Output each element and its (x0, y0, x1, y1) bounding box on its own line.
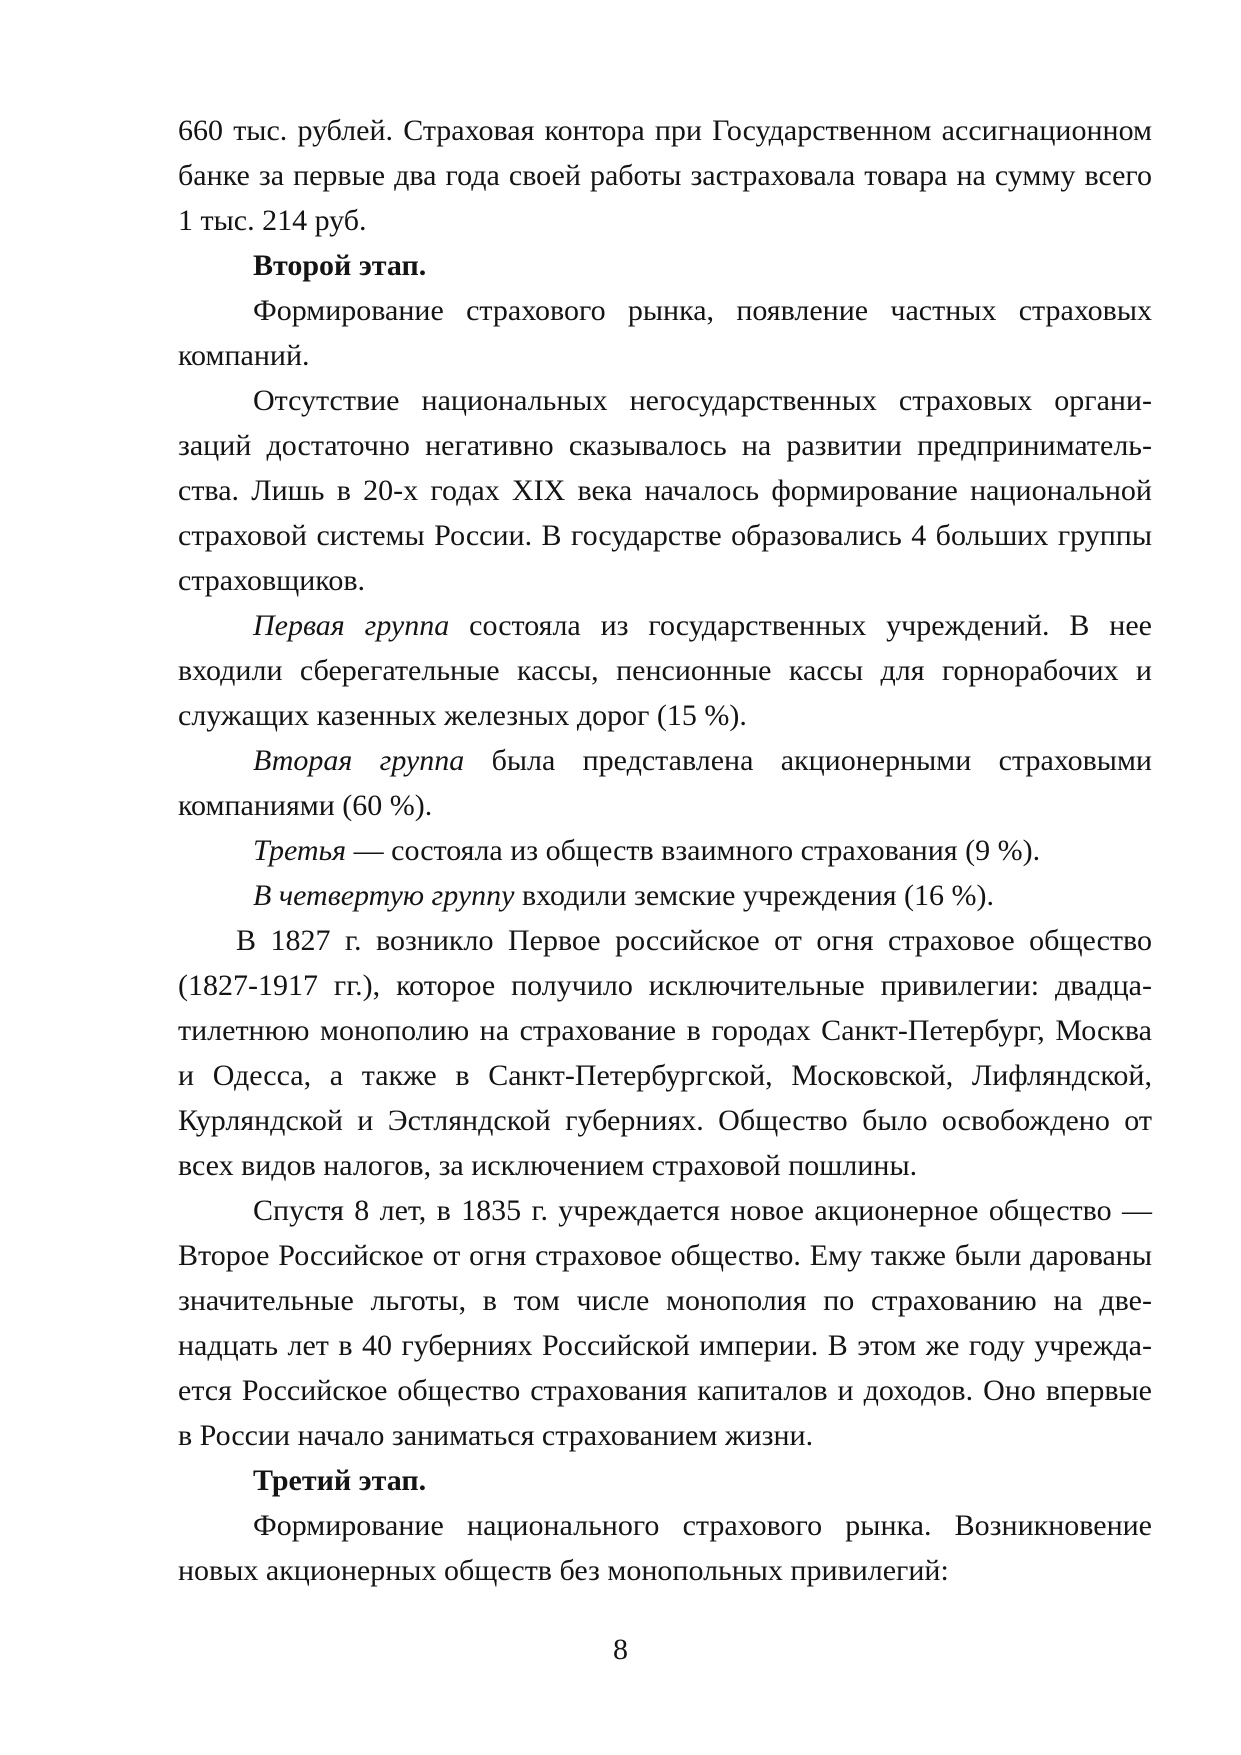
first-group-term: Первая группа (253, 609, 450, 642)
paragraph-first-russian-society: В 1827 г. возникло Первое российское от огня страховое общество (1827-1917 гг.), которое получило исключительные привилегии: двадцатилетнюю монополию на страхование в городах Санкт-Петербург, Москва и Одесса, а также в Санкт-Петербургской, Московской, Лифляндской, Курляндской и Эстляндской губерниях. Общество было освобождено от всех видов налогов, за исключением страховой пошлины. (178, 924, 1152, 1182)
third-group-term: Третья (253, 834, 347, 867)
paragraph-third-group (178, 828, 1152, 873)
fourth-group-term: В четвертую группу (253, 879, 515, 912)
paragraph-second-group (178, 738, 1152, 828)
paragraph-second-russian-society: Спустя 8 лет, в 1835 г. учреждается новое акционерное общество — Второе Российское от огня страховое общество. Ему также были дарованы значительные льготы, в том числе монополия по страхованию на двенадцать лет в 40 губерниях Российской империи. В этом же году учреждается Российское общество страхования капиталов и доходов. Оно впервые в России начало заниматься страхованием жизни. (178, 1194, 1152, 1452)
paragraph-insurer-groups: Отсутствие национальных негосударственных страховых организаций достаточно негативно сказывалось на развитии предпринимательства. Лишь в 20-х годах XIX века началось формирование национальной страховой системы России. В государстве образовались 4 больших группы страховщиков. (178, 384, 1152, 597)
paragraph-second-stage-summary: Формирование страхового рынка, появление частных страховых компаний. (178, 294, 1152, 372)
fourth-group-text: входили земские учреждения (16 %). (514, 879, 995, 912)
heading-second-stage: Второй этап. (253, 249, 427, 282)
page-number: 8 (613, 1633, 628, 1666)
third-group-text: — состояла из обществ взаимного страхования (9 %). (346, 834, 1041, 867)
second-group-term: Вторая группа (253, 744, 465, 777)
second-group-text: была представлена акционерными страховыми компаниями (60 %). (178, 744, 1152, 822)
paragraph-continuation: 660 тыс. рублей. Страховая контора при Государственном ассигнационном банке за первые два года своей работы застраховала товара на сумму всего 1 тыс. 214 руб. (178, 114, 1152, 237)
paragraph-first-group (178, 603, 1152, 738)
heading-third-stage: Третий этап. (253, 1464, 427, 1497)
first-group-text: состояла из государственных учреждений. В нее входили сберегательные кассы, пенсионные кассы для горнорабочих и служащих казенных железных дорог (15 %). (178, 609, 1152, 732)
paragraph-third-stage-summary: Формирование национального страхового рынка. Возникновение новых акционерных обществ без монопольных привилегий: (178, 1509, 1152, 1587)
page-body (178, 108, 1152, 1593)
paragraph-fourth-group (178, 873, 1152, 918)
